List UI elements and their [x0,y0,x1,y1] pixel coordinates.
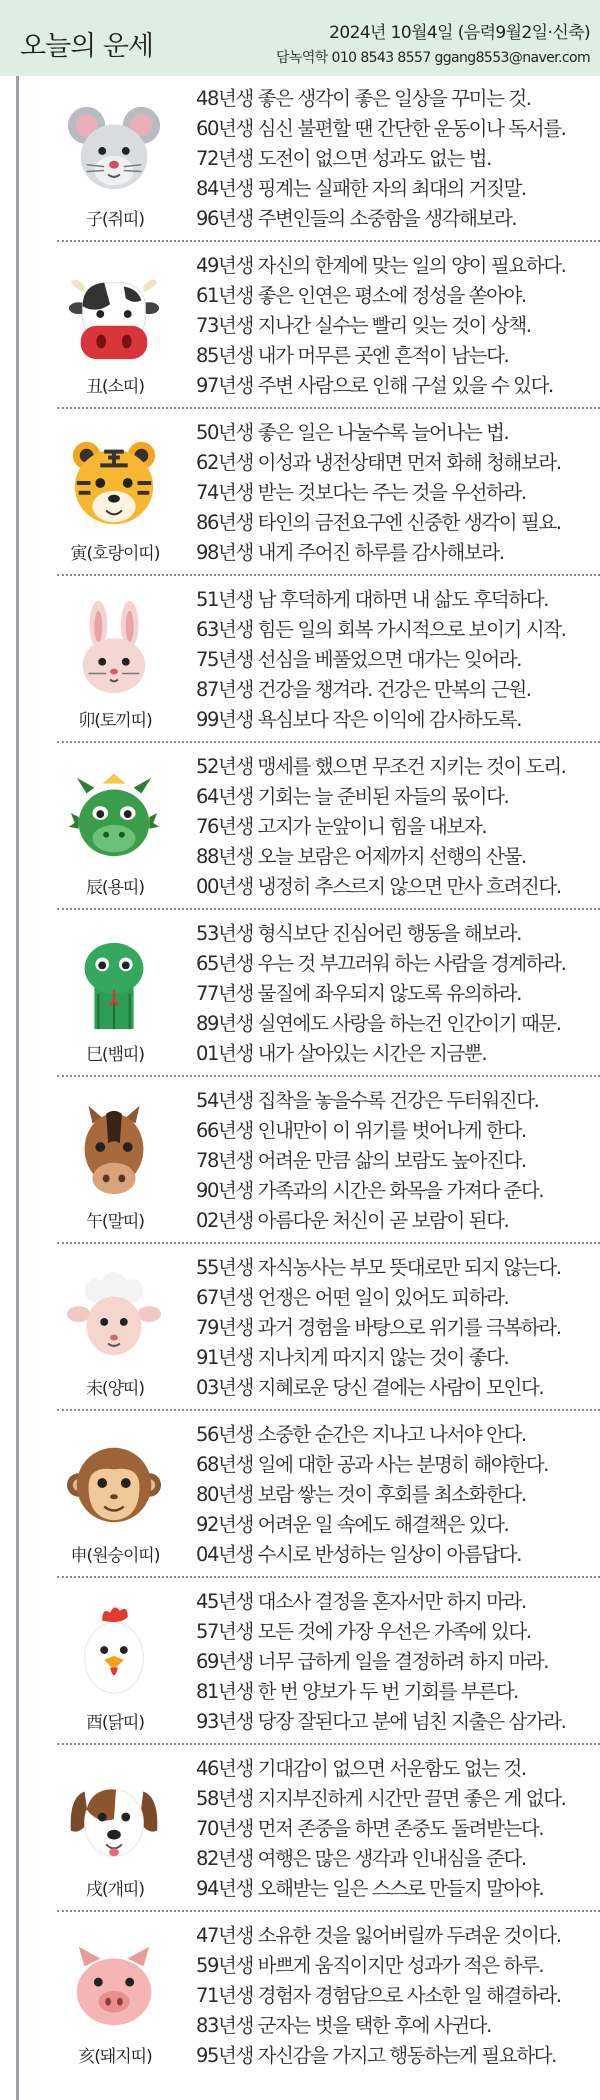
fortune-lines [196,418,600,568]
zodiac-label: 子(쥐띠) [85,210,145,230]
fortune-line: 71년생 경험자 경험담으로 사소한 일 해결하라. [196,1984,561,2007]
fortune-line: 04년생 수시로 반성하는 일상이 아름답다. [196,1543,521,1566]
fortune-line: 95년생 자신감을 가지고 행동하는게 필요하다. [196,2044,556,2067]
zodiac-section [19,744,600,910]
fortune-line: 89년생 실연에도 사랑을 하는건 인간이기 때문. [196,1012,561,1035]
cow-icon [65,267,163,365]
fortune-line: 77년생 물질에 좌우되지 않도록 유의하라. [196,982,521,1005]
zodiac-section [19,1579,600,1745]
fortune-lines [196,919,600,1069]
header-bar [0,0,600,76]
zodiac-label: 未(양띠) [85,1379,145,1399]
fortune-line: 60년생 심신 불편할 땐 간단한 운동이나 독서를. [196,117,566,140]
zodiac-section [19,1412,600,1578]
monkey-icon [65,1436,163,1534]
section-divider [57,1743,600,1745]
zodiac-label: 卯(토끼띠) [78,711,152,731]
zodiac-label: 丑(소띠) [85,377,145,397]
fortune-line: 76년생 고지가 눈앞이니 힘을 내보자. [196,815,487,838]
fortune-line: 92년생 어려운 일 속에도 해결책은 있다. [196,1513,509,1536]
fortune-lines [196,585,600,735]
zodiac-section [19,243,600,409]
fortune-line: 59년생 바쁘게 움직이지만 성과가 적은 하루. [196,1954,544,1977]
fortune-line: 00년생 냉정히 추스르지 않으면 만사 흐려진다. [196,875,561,898]
fortune-line: 58년생 지지부진하게 시간만 끌면 좋은 게 없다. [196,1787,566,1810]
fortune-line: 97년생 주변 사람으로 인해 구설 있을 수 있다. [196,374,553,397]
fortune-line: 48년생 좋은 생각이 좋은 일상을 꾸미는 것. [196,87,531,110]
fortune-line: 62년생 이성과 냉전상태면 먼저 화해 청해보라. [196,451,561,474]
fortune-line: 84년생 핑계는 실패한 자의 최대의 거짓말. [196,177,526,200]
fortune-line: 94년생 오해받는 일은 스스로 만들지 말아야. [196,1877,544,1900]
zodiac-label: 亥(돼지띠) [78,2047,152,2067]
tiger-icon [65,434,163,532]
rabbit-icon [65,601,163,699]
section-divider [57,407,600,409]
fortune-line: 74년생 받는 것보다는 주는 것을 우선하라. [196,481,526,504]
fortune-lines [196,1253,600,1403]
date-line: 2024년 10월4일 (음력9월2일·신축) [329,23,590,43]
fortune-line: 03년생 지혜로운 당신 곁에는 사람이 모인다. [196,1376,544,1399]
sheep-icon [65,1269,163,1367]
fortune-line: 68년생 일에 대한 공과 사는 분명히 해야한다. [196,1453,549,1476]
fortune-line: 67년생 언쟁은 어떤 일이 있어도 피하라. [196,1286,509,1309]
section-divider [57,908,600,910]
fortune-line: 98년생 내게 주어진 하루를 감사해보라. [196,541,504,564]
zodiac-section [19,1245,600,1411]
zodiac-section [19,577,600,743]
fortune-line: 93년생 당장 잘된다고 분에 넘친 지출은 삼가라. [196,1710,566,1733]
fortune-line: 46년생 기대감이 없으면 서운함도 없는 것. [196,1757,526,1780]
fortune-line: 88년생 오늘 보람은 어제까지 선행의 산물. [196,845,526,868]
fortune-line: 78년생 어려운 만큼 삶의 보람도 높아진다. [196,1149,526,1172]
fortune-line: 52년생 맹세를 했으면 무조건 지키는 것이 도리. [196,755,566,778]
contact-line: 담녹역학 010 8543 8557 ggang8553@naver.com [276,50,590,66]
section-divider [57,1576,600,1578]
fortune-lines [196,1921,600,2071]
fortune-line: 47년생 소유한 것을 잃어버릴까 두려운 것이다. [196,1924,561,1947]
fortune-line: 81년생 한 번 양보가 두 번 기회를 부른다. [196,1680,518,1703]
zodiac-section [19,76,600,242]
horse-icon [65,1102,163,1200]
section-divider [57,574,600,576]
fortune-line: 66년생 인내만이 이 위기를 벗어나게 한다. [196,1119,526,1142]
section-divider [57,240,600,242]
fortune-line: 65년생 우는 것 부끄러워 하는 사람을 경계하라. [196,952,566,975]
section-divider [57,1075,600,1077]
fortune-line: 80년생 보람 쌓는 것이 후회를 최소화한다. [196,1483,526,1506]
fortune-line: 55년생 자식농사는 부모 뜻대로만 되지 않는다. [196,1256,561,1279]
rooster-icon [65,1603,163,1701]
fortune-line: 49년생 자신의 한계에 맞는 일의 양이 필요하다. [196,254,566,277]
zodiac-label: 寅(호랑이띠) [70,544,160,564]
snake-icon [65,935,163,1033]
fortune-line: 82년생 여행은 많은 생각과 인내심을 준다. [196,1847,526,1870]
fortune-line: 72년생 도전이 없으면 성과도 없는 법. [196,147,491,170]
section-divider [57,1242,600,1244]
fortune-line: 73년생 지나간 실수는 빨리 잊는 것이 상책. [196,314,531,337]
page-title: 오늘의 운세 [20,31,153,62]
zodiac-label: 辰(용띠) [85,878,145,898]
zodiac-label: 酉(닭띠) [85,1713,145,1733]
fortune-line: 85년생 내가 머무른 곳엔 흔적이 남는다. [196,344,509,367]
fortune-line: 86년생 타인의 금전요구엔 신중한 생각이 필요. [196,511,561,534]
zodiac-section [19,1913,600,2079]
section-divider [57,741,600,743]
zodiac-label: 戌(개띠) [85,1880,145,1900]
fortune-line: 69년생 너무 급하게 일을 결정하려 하지 마라. [196,1650,549,1673]
fortune-line: 56년생 소중한 순간은 지나고 나서야 안다. [196,1423,526,1446]
rat-icon [65,100,163,198]
fortune-lines [196,1754,600,1904]
fortune-line: 87년생 건강을 챙겨라. 건강은 만복의 근원. [196,678,531,701]
fortune-line: 79년생 과거 경험을 바탕으로 위기를 극복하라. [196,1316,561,1339]
fortune-line: 75년생 선심을 베풀었으면 대가는 잊어라. [196,648,521,671]
fortune-line: 63년생 힘든 일의 회복 가시적으로 보이기 시작. [196,618,566,641]
zodiac-section [19,410,600,576]
fortune-line: 51년생 남 후덕하게 대하면 내 삶도 후덕하다. [196,588,549,611]
dragon-icon [65,768,163,866]
fortune-lines [196,1086,600,1236]
fortune-line: 90년생 가족과의 시간은 화목을 가져다 준다. [196,1179,544,1202]
fortune-line: 45년생 대소사 결정을 혼자서만 하지 마라. [196,1590,526,1613]
fortune-line: 70년생 먼저 존중을 하면 존중도 돌려받는다. [196,1817,544,1840]
dog-icon [65,1770,163,1868]
fortune-line: 50년생 좋은 일은 나눌수록 늘어나는 법. [196,421,509,444]
fortune-line: 02년생 아름다운 처신이 곧 보람이 된다. [196,1209,509,1232]
fortune-line: 53년생 형식보단 진심어린 행동을 해보라. [196,922,521,945]
pig-icon [65,1937,163,2035]
fortune-line: 54년생 집착을 놓을수록 건강은 두터워진다. [196,1089,539,1112]
zodiac-label: 申(원숭이띠) [70,1546,160,1566]
fortune-line: 64년생 기회는 늘 준비된 자들의 몫이다. [196,785,509,808]
fortune-lines [196,1587,600,1737]
fortune-lines [196,84,600,234]
fortune-line: 01년생 내가 살아있는 시간은 지금뿐. [196,1042,487,1065]
fortune-line: 91년생 지나치게 따지지 않는 것이 좋다. [196,1346,509,1369]
zodiac-label: 巳(뱀띠) [85,1045,145,1065]
fortune-line: 83년생 군자는 벗을 택한 후에 사귄다. [196,2014,491,2037]
section-divider [57,1409,600,1411]
zodiac-section [19,1746,600,1912]
zodiac-label: 午(말띠) [85,1212,145,1232]
zodiac-section [19,911,600,1077]
fortune-line: 57년생 모든 것에 가장 우선은 가족에 있다. [196,1620,531,1643]
fortune-lines [196,752,600,902]
fortune-line: 99년생 욕심보다 작은 이익에 감사하도록. [196,708,521,731]
section-divider [57,1910,600,1912]
fortune-line: 61년생 좋은 인연은 평소에 정성을 쏟아야. [196,284,526,307]
zodiac-section [19,1078,600,1244]
fortune-line: 96년생 주변인들의 소중함을 생각해보라. [196,207,517,230]
fortune-lines [196,251,600,401]
fortune-lines [196,1420,600,1570]
